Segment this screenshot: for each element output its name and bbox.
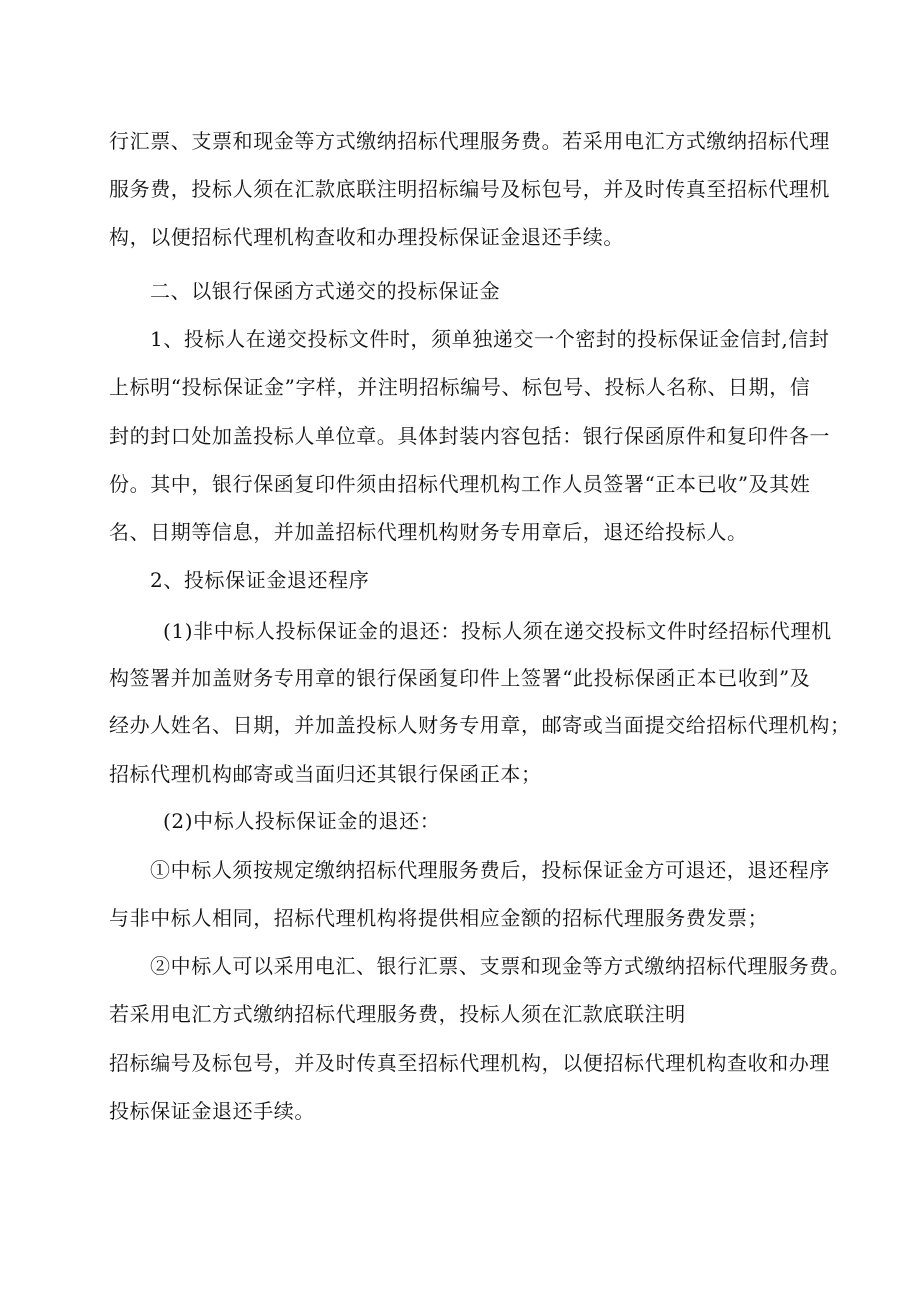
paragraph-2-line: 构签署并加盖财务专用章的银行保函复印件上签署“此投标保函正本已收到”及 [109, 666, 811, 690]
paragraph-1-line: 上标明“投标保证金”字样，并注明招标编号、标包号、投标人名称、日期，信 [109, 375, 811, 399]
paragraph-4-line: ①中标人须按规定缴纳招标代理服务费后，投标保证金方可退还，退还程序 [150, 858, 830, 882]
paragraph-2-line: 经办人姓名、日期，并加盖投标人财务专用章，邮寄或当面提交给招标代理机构； [109, 713, 851, 737]
paragraph-3-line: (2)中标人投标保证金的退还： [163, 809, 441, 833]
body-line-continuation: 服务费，投标人须在汇款底联注明招标编号及标包号，并及时传真至招标代理机 [109, 177, 830, 201]
paragraph-2-line: 招标代理机构邮寄或当面归还其银行保函正本； [109, 762, 542, 786]
paragraph-5-line: ②中标人可以采用电汇、银行汇票、支票和现金等方式缴纳招标代理服务费。 [150, 954, 851, 978]
paragraph-1-line: 份。其中，银行保函复印件须由招标代理机构工作人员签署“正本已收”及其姓 [109, 472, 811, 496]
section-heading: 二、以银行保函方式递交的投标保证金 [150, 279, 501, 303]
paragraph-1-line: 名、日期等信息，并加盖招标代理机构财务专用章后，退还给投标人。 [109, 520, 748, 544]
paragraph-2-line: (1)非中标人投标保证金的退还：投标人须在递交投标文件时经招标代理机 [163, 619, 832, 643]
paragraph-1-line: 封的封口处加盖投标人单位章。具体封装内容包括：银行保函原件和复印件各一 [109, 424, 830, 448]
subsection-heading: 2、投标保证金退还程序 [150, 568, 370, 592]
paragraph-5-line: 投标保证金退还手续。 [109, 1099, 315, 1123]
paragraph-5-line: 招标编号及标包号，并及时传真至招标代理机构，以便招标代理机构查收和办理 [109, 1051, 830, 1075]
paragraph-5-line: 若采用电汇方式缴纳招标代理服务费，投标人须在汇款底联注明 [109, 1002, 686, 1026]
paragraph-4-line: 与非中标人相同，招标代理机构将提供相应金额的招标代理服务费发票； [109, 906, 769, 930]
paragraph-1-line: 1、投标人在递交投标文件时，须单独递交一个密封的投标保证金信封,信封 [150, 327, 830, 351]
body-line-continuation: 行汇票、支票和现金等方式缴纳招标代理服务费。若采用电汇方式缴纳招标代理 [109, 129, 830, 153]
body-line-continuation: 构，以便招标代理机构查收和办理投标保证金退还手续。 [109, 225, 624, 249]
